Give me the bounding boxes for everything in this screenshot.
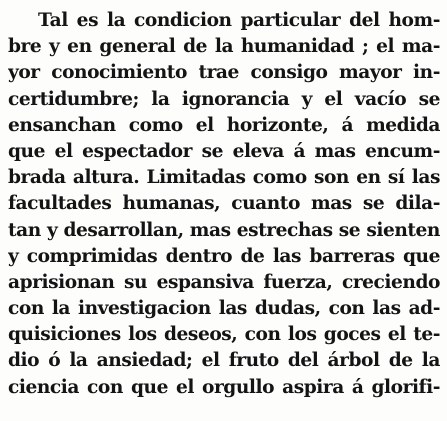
text-line-12: con la investigacion las dudas, con las ad- (8, 298, 440, 320)
text-line-14: dio ó la ansiedad; el fruto del árbol de la (8, 350, 440, 372)
paragraph (8, 8, 440, 401)
text-line-9: tan y desarrollan, mas estrechas se sienten (8, 219, 440, 241)
text-line-11: aprisionan su espansiva fuerza, creciendo (8, 271, 440, 293)
text-line-6: que el espectador se eleva á mas encum- (8, 140, 440, 162)
text-line-1: Tal es la condicion particular del hom- (38, 10, 440, 31)
text-line-15: ciencia con que el orgullo aspira á glorifi- (8, 376, 440, 398)
text-line-2: bre y en general de la humanidad ; el ma- (8, 36, 440, 58)
text-line-10: y comprimidas dentro de las barreras que (8, 245, 440, 267)
text-line-7: brada altura. Limitadas como son en sí las (8, 167, 440, 189)
text-line-3: yor conocimiento trae consigo mayor in- (8, 62, 440, 84)
text-line-13: quisiciones los deseos, con los goces el te- (8, 324, 440, 346)
text-line-8: facultades humanas, cuanto mas se dila- (8, 193, 440, 215)
text-line-4: certidumbre; la ignorancia y el vacío se (8, 88, 440, 110)
text-line-5: ensanchan como el horizonte, á medida (8, 114, 440, 136)
